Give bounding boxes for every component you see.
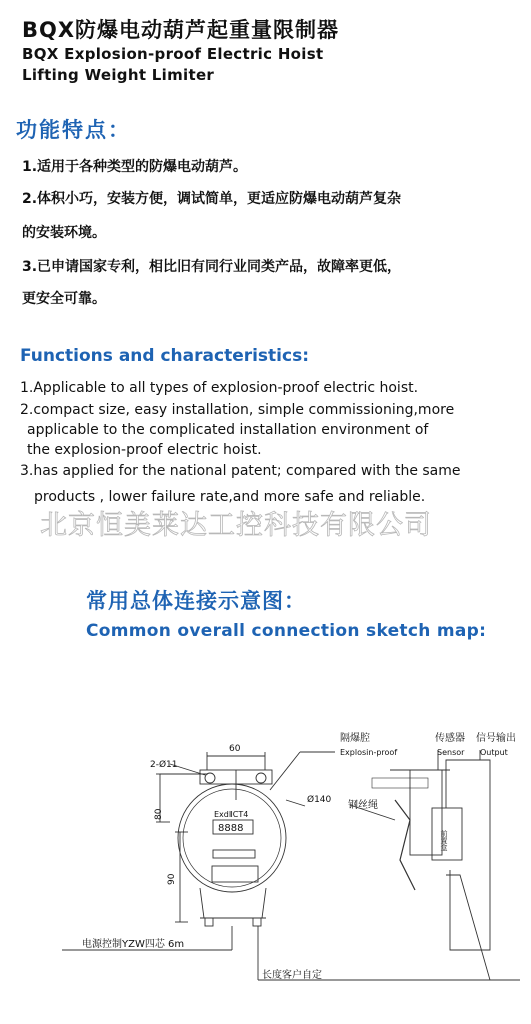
- sensor-block: [410, 770, 442, 855]
- label-dim-80: 80: [154, 808, 164, 820]
- feature-cn-item: 3.已申请国家专利，相比旧有同行业同类产品，故障率更低，: [22, 259, 402, 275]
- label-explosion-en: Explosin-proof: [340, 748, 398, 757]
- limiter-base: [200, 888, 266, 918]
- label-length: 长度客户自定: [262, 970, 322, 981]
- label-explosion-cn: 隔爆腔: [340, 733, 370, 744]
- display-digits: 8888: [218, 823, 244, 834]
- label-diameter: Ø140: [307, 795, 332, 805]
- feature-cn-item: 的安装环境。: [22, 225, 106, 241]
- label-sensor-cn: 传感器: [435, 733, 465, 744]
- device-mark: ExdⅡCT4: [214, 810, 249, 819]
- company-watermark: 北京恒美莱达工控科技有限公司: [40, 510, 432, 541]
- label-holes: 2-Ø11: [150, 760, 178, 770]
- feature-cn-item: 1.适用于各种类型的防爆电动葫芦。: [22, 159, 248, 175]
- mount-hole-right: [256, 773, 266, 783]
- label-front-box: 前置盒: [440, 830, 448, 851]
- title-en-line1: BQX Explosion-proof Electric Hoist: [22, 45, 324, 63]
- label-power: 电源控制YZW四芯 6m: [82, 939, 185, 950]
- features-en-heading: Functions and characteristics:: [20, 346, 309, 366]
- diagram-heading-cn: 常用总体连接示意图：: [86, 589, 306, 613]
- output-cable: [446, 760, 490, 950]
- page-title-cn: BQX防爆电动葫芦起重量限制器: [22, 18, 340, 42]
- label-dim-90: 90: [167, 873, 177, 885]
- label-output-cn: 信号输出: [476, 733, 516, 744]
- feature-en-item: 3.has applied for the national patent; compared with the same: [20, 463, 461, 479]
- feature-en-item: 1.Applicable to all types of explosion-proof electric hoist.: [20, 380, 419, 396]
- feature-en-item: applicable to the complicated installation environment of: [27, 422, 429, 438]
- features-cn-heading: 功能特点：: [16, 118, 131, 142]
- feature-cn-item: 更安全可靠。: [22, 291, 106, 307]
- label-wire-rope: 钢丝绳: [348, 800, 378, 811]
- feature-cn-item: 2.体积小巧，安装方便，调试简单，更适应防爆电动葫芦复杂: [22, 191, 402, 207]
- label-output-en: Output: [480, 748, 508, 757]
- limiter-body: [178, 784, 286, 892]
- feature-en-item: products , lower failure rate,and more safe and reliable.: [34, 489, 426, 505]
- feature-en-item: 2.compact size, easy installation, simple commissioning,more: [20, 402, 455, 418]
- mount-hole-left: [205, 773, 215, 783]
- label-dim-60: 60: [229, 744, 241, 754]
- feature-en-item: the explosion-proof electric hoist.: [27, 442, 262, 458]
- label-sensor-en: Sensor: [437, 748, 465, 757]
- wire-rope: [395, 800, 415, 890]
- diagram-heading-en: Common overall connection sketch map:: [86, 621, 487, 641]
- title-en-line2: Lifting Weight Limiter: [22, 66, 215, 84]
